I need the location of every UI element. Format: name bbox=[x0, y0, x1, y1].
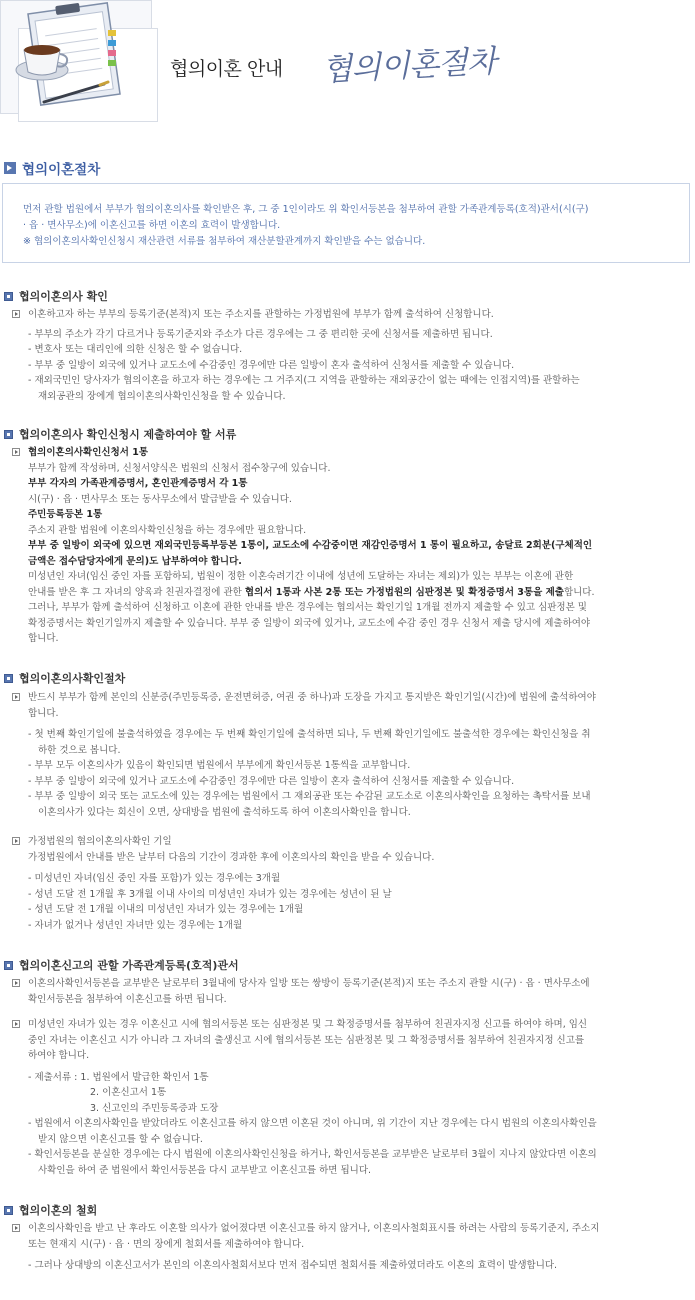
dash-item-continued: 사확인을 하여 준 법원에서 확인서등본을 다시 교부받고 이혼신고를 하면 됩니다. bbox=[38, 1164, 372, 1176]
dash-item-continued: 받지 않으면 이혼신고를 할 수 없습니다. bbox=[38, 1133, 203, 1145]
dash-item: - 그러나 상대방의 이혼신고서가 본인의 이혼의사철회서보다 먼저 접수되면 철회서를 제출하였더라도 이혼의 효력이 발생합니다. bbox=[28, 1258, 690, 1274]
dash-item-continued: 이혼의사가 있다는 회신이 오면, 상대방을 법원에 출석하도록 하여 이혼의사확인을 합니다. bbox=[38, 806, 411, 818]
section-registration-office bbox=[0, 957, 690, 1178]
list-item: 이혼의사확인서등본을 교부받은 날로부터 3월내에 당사자 일방 또는 쌍방이 등록기준(본적)지 또는 주소지 관할 시(구) · 읍 · 면사무소에 확인서등본을 첨부하여 이혼신고를 하면 됩니다. bbox=[12, 976, 690, 1007]
list-item: 가정법원의 협의이혼의사확인 기일 가정법원에서 안내를 받은 날부터 다음의 기간이 경과한 후에 이혼의사의 확인을 받을 수 있습니다. bbox=[12, 834, 690, 865]
list-item: 미성년인 자녀가 있는 경우 이혼신고 시에 협의서등본 또는 심판정본 및 그 확정증명서를 첨부하여 친권자지정 신고를 하여야 하며, 임신 중인 자녀는 이혼신고 시가 아니라 그 자녀의 출생신고 시에 협의서등본 또는 심판정본 및 그 확정증명서를 첨부하여 친권자지정 신고를 하여야 합니다. bbox=[12, 1017, 690, 1064]
dash-item: - 제출서류 : 1. 법원에서 발급한 확인서 1통 bbox=[28, 1070, 690, 1086]
section-confirmation bbox=[0, 288, 690, 404]
page-title-script: 협의이혼절차 bbox=[321, 43, 497, 89]
list-item: 협의이혼의사확인신청서 1통 부부가 함께 작성하며, 신청서양식은 법원의 신청서 접수창구에 있습니다. 부부 각자의 가족관계증명서, 혼인관계증명서 각 1통 시(구) · 읍 · 면사무소 또는 동사무소에서 발급받을 수 있습니다. 주민등록등본 1통 주소지 관할 법원에 이혼의사확인신청을 하는 경우에만 필요합니다. 부부 중 일방이 외국에 있으면 재외국민등록부등본 1통이, 교도소에 수감중이면 재감인증명서 1 통이 필요하고, 송달료 2회분(구체적인 금액은 접수담당자에게 문의)도 납부하여야 합니다. 미성년인 자녀(임신 중인 자를 포함하되, 법원이 정한 이혼숙려기간 이내에 성년에 도달하는 자녀는 제외)가 있는 부부는 이혼에 관한 안내를 받은 후 그 자녀의 양육과 친권자결정에 관한 협의서 1통과 사본 2통 또는 가정법원의 심판정본 및 확정증명서 3통을 제출합니다. 그러나, 부부가 함께 출석하여 신청하고 이혼에 관한 안내를 받은 경우에는 협의서는 확인기일 1개월 전까지 제출할 수 있고 심판정본 및 확정증명서는 확인기일까지 제출할 수 있습니다. 부부 중 일방이 외국에 있거나, 교도소에 수감 중인 경우 신청서 제출 당시에 제출하여야 합니다. bbox=[12, 445, 690, 647]
section-heading: 협의이혼의사 확인신청시 제출하여야 할 서류 bbox=[0, 426, 690, 442]
notice-box bbox=[2, 183, 690, 263]
section-heading: 협의이혼신고의 관할 가족관계등록(호적)관서 bbox=[0, 957, 690, 973]
dash-list bbox=[28, 1258, 690, 1274]
dash-item: - 미성년인 자녀(임신 중인 자를 포함)가 있는 경우에는 3개월 bbox=[28, 871, 690, 887]
arrow-bullet-icon bbox=[12, 310, 20, 318]
dash-item: - 부부 중 일방이 외국에 있거나 교도소에 수감중인 경우에만 다른 일방이 혼자 출석하여 신청서를 제출할 수 있습니다. bbox=[28, 358, 690, 374]
dash-list bbox=[28, 727, 690, 820]
dash-item: - 부부 중 일방이 외국 또는 교도소에 있는 경우에는 법원에서 그 재외공관 또는 수감된 교도소로 이혼의사확인을 요청하는 촉탁서를 보내 bbox=[28, 789, 690, 805]
dash-item: - 부부의 주소가 각기 다르거나 등록기준지와 주소가 다른 경우에는 그 중 편리한 곳에 신청서를 제출하면 됩니다. bbox=[28, 327, 690, 343]
section-required-documents bbox=[0, 426, 690, 647]
list-item: 반드시 부부가 함께 본인의 신분증(주민등록증, 운전면허증, 여권 중 하나)과 도장을 가지고 통지받은 확인기일(시간)에 법원에 출석하여야 합니다. bbox=[12, 690, 690, 721]
arrow-bullet-icon bbox=[12, 693, 20, 701]
dash-item-continued: 하한 것으로 봅니다. bbox=[38, 744, 121, 756]
list-item: 이혼하고자 하는 부부의 등록기준(본적)지 또는 주소지를 관할하는 가정법원에 부부가 함께 출석하여 신청합니다. bbox=[12, 307, 690, 323]
arrow-bullet-icon bbox=[12, 448, 20, 456]
dash-item: - 성년 도달 전 1개월 이내의 미성년인 자녀가 있는 경우에는 1개월 bbox=[28, 902, 690, 918]
arrow-bullet-icon bbox=[12, 1020, 20, 1028]
arrow-bullet-icon bbox=[12, 1224, 20, 1232]
section-withdrawal bbox=[0, 1202, 690, 1274]
main-section-title: 협의이혼절차 bbox=[4, 158, 100, 178]
list-item: 이혼의사확인을 받고 난 후라도 이혼할 의사가 없어졌다면 이혼신고를 하지 않거나, 이혼의사철회표시를 하려는 사람의 등록기준지, 주소지 또는 현재지 시(구) · 읍 · 면의 장에게 철회서를 제출하여야 합니다. bbox=[12, 1221, 690, 1252]
square-bullet-icon bbox=[4, 292, 13, 301]
dash-item: - 성년 도달 전 1개월 후 3개월 이내 사이의 미성년인 자녀가 있는 경우에는 성년이 된 날 bbox=[28, 887, 690, 903]
clipboard-coffee-illustration-icon bbox=[4, 2, 154, 114]
dash-list bbox=[28, 871, 690, 933]
dash-list bbox=[28, 327, 690, 405]
section-heading: 협의이혼의사확인절차 bbox=[0, 670, 690, 686]
section-heading: 협의이혼의 철회 bbox=[0, 1202, 690, 1218]
notice-line: · 읍 · 면사무소)에 이혼신고를 하면 이혼의 효력이 발생합니다. bbox=[23, 220, 281, 231]
dash-item: - 변호사 또는 대리인에 의한 신청은 할 수 없습니다. bbox=[28, 342, 690, 358]
dash-item: - 재외국민인 당사자가 협의이혼을 하고자 하는 경우에는 그 거주지(그 지역을 관할하는 재외공간이 없는 때에는 인접지역)를 관할하는 bbox=[28, 373, 690, 389]
section-confirmation-procedure bbox=[0, 670, 690, 933]
dash-item: - 부부 모두 이혼의사가 있음이 확인되면 법원에서 부부에게 확인서등본 1통씩을 교부합니다. bbox=[28, 758, 690, 774]
dash-item: - 자녀가 없거나 성년인 자녀만 있는 경우에는 1개월 bbox=[28, 918, 690, 934]
notice-line: ※ 협의이혼의사확인신청시 재산관련 서류를 첨부하여 재산분할관계까지 확인받을 수는 없습니다. bbox=[23, 236, 426, 247]
arrow-box-icon bbox=[4, 162, 16, 174]
dash-item: - 첫 번째 확인기일에 불출석하였을 경우에는 두 번째 확인기일에 출석하면 되나, 두 번째 확인기일에도 불출석한 경우에는 확인신청을 취 bbox=[28, 727, 690, 743]
square-bullet-icon bbox=[4, 961, 13, 970]
dash-item: - 법원에서 이혼의사확인을 받았더라도 이혼신고를 하지 않으면 이혼된 것이 아니며, 위 기간이 지난 경우에는 다시 법원의 이혼의사확인을 bbox=[28, 1116, 690, 1132]
section-heading: 협의이혼의사 확인 bbox=[0, 288, 690, 304]
dash-item: - 확인서등본을 분실한 경우에는 다시 법원에 이혼의사확인신청을 하거나, 확인서등본을 교부받은 날로부터 3월이 지나지 않았다면 이혼의 bbox=[28, 1147, 690, 1163]
arrow-bullet-icon bbox=[12, 979, 20, 987]
page-header bbox=[0, 0, 695, 142]
dash-item-continued: 재외공관의 장에게 협의이혼의사확인신청을 할 수 있습니다. bbox=[38, 390, 286, 402]
square-bullet-icon bbox=[4, 430, 13, 439]
dash-list bbox=[28, 1070, 690, 1179]
square-bullet-icon bbox=[4, 674, 13, 683]
page-title: 협의이혼 안내 bbox=[170, 58, 283, 80]
dash-item: - 부부 중 일방이 외국에 있거나 교도소에 수감중인 경우에만 다른 일방이 혼자 출석하여 신청서를 제출할 수 있습니다. bbox=[28, 774, 690, 790]
document-list-item: 2. 이혼신고서 1통 bbox=[90, 1087, 167, 1098]
square-bullet-icon bbox=[4, 1206, 13, 1215]
arrow-bullet-icon bbox=[12, 837, 20, 845]
notice-line: 먼저 관할 법원에서 부부가 협의이혼의사를 확인받은 후, 그 중 1인이라도 위 확인서등본을 첨부하여 관할 가족관계등록(호적)관서(시(구) bbox=[23, 204, 589, 215]
document-list-item: 3. 신고인의 주민등록증과 도장 bbox=[90, 1102, 219, 1114]
